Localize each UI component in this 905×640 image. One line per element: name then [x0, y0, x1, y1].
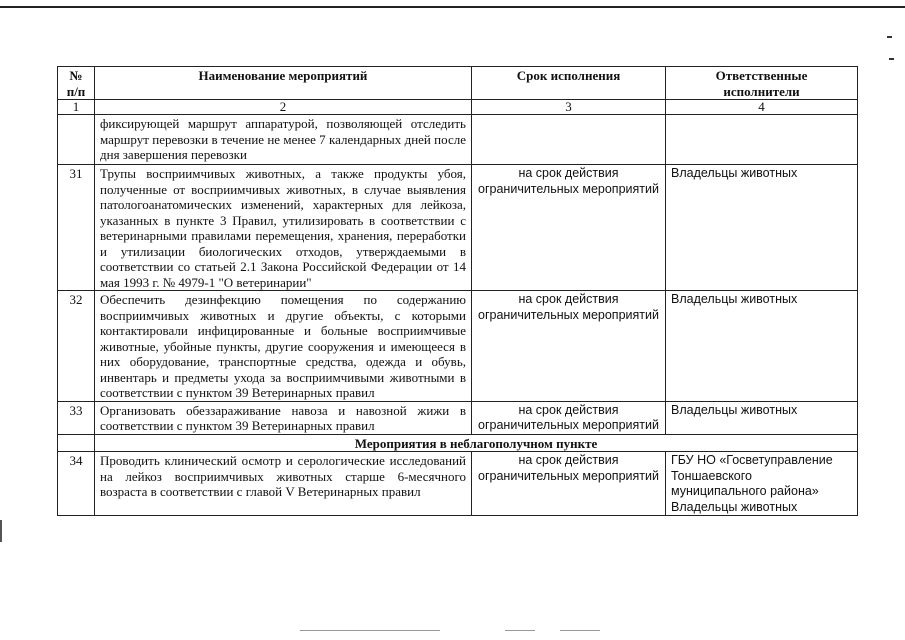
table-row	[58, 452, 858, 516]
row-resp: Владельцы животных	[666, 291, 858, 402]
scan-artifact-line	[505, 630, 535, 631]
scan-artifact-line	[560, 630, 600, 631]
margin-mark	[889, 58, 894, 60]
header-term: Срок исполнения	[472, 67, 666, 100]
column-index-row	[58, 100, 858, 115]
row-term: на срок действия ограничительных мероприятий	[472, 291, 666, 402]
resp-line: муниципального района»	[671, 484, 819, 498]
row-desc: Проводить клинический осмотр и серологические исследований на лейкоз восприимчивых животных старше 6-месячного возраста в соответствии с главой V Ветеринарных правил	[95, 452, 472, 516]
row-desc: Организовать обеззараживание навоза и навозной жижи в соответствии с пунктом 39 Ветеринарных правил	[95, 401, 472, 434]
row-num	[58, 115, 95, 165]
row-resp	[666, 452, 858, 516]
index-cell: 2	[95, 100, 472, 115]
table-row	[58, 165, 858, 291]
row-term: на срок действия ограничительных мероприятий	[472, 165, 666, 291]
index-cell: 4	[666, 100, 858, 115]
top-border-line	[0, 6, 905, 8]
row-resp: Владельцы животных	[666, 165, 858, 291]
row-term	[472, 115, 666, 165]
table-row	[58, 115, 858, 165]
row-num: 31	[58, 165, 95, 291]
scan-edge-mark	[0, 520, 2, 542]
scan-artifact-line	[300, 630, 440, 631]
section-title: Мероприятия в неблагополучном пункте	[95, 434, 858, 452]
section-row	[58, 434, 858, 452]
row-num: 32	[58, 291, 95, 402]
header-name: Наименование мероприятий	[95, 67, 472, 100]
header-num: № п/п	[58, 67, 95, 100]
row-num: 33	[58, 401, 95, 434]
resp-line: Владельцы животных	[671, 499, 798, 514]
table-header-row	[58, 67, 858, 100]
table-row	[58, 401, 858, 434]
resp-line: Тоншаевского	[671, 468, 752, 483]
section-num-cell	[58, 434, 95, 452]
margin-mark	[887, 36, 892, 38]
row-resp	[666, 115, 858, 165]
index-cell: 3	[472, 100, 666, 115]
row-resp: Владельцы животных	[666, 401, 858, 434]
row-desc: Обеспечить дезинфекцию помещения по содержанию восприимчивых животных и другие объекты, с которыми контактировали инфицированные и больные восприимчивые животные, убойные пункты, другие сооружения и имеющееся в них оборудование, транспортные средства, одежда и обувь, инвентарь и предметы ухода за восприимчивыми животными в соответствии с пунктом 39 Ветеринарных правил	[95, 291, 472, 402]
header-resp: Ответственные исполнители	[666, 67, 858, 100]
row-num: 34	[58, 452, 95, 516]
row-term: на срок действия ограничительных мероприятий	[472, 452, 666, 516]
index-cell: 1	[58, 100, 95, 115]
measures-table	[57, 66, 858, 516]
table-row	[58, 291, 858, 402]
row-term: на срок действия ограничительных мероприятий	[472, 401, 666, 434]
row-desc: Трупы восприимчивых животных, а также продукты убоя, полученные от восприимчивых животных, в случае выявления патологоанатомических изменений, характерных для лейкоза, указанных в пункте 3 Правил, утилизировать в соответствии с ветеринарными правилами перемещения, хранения, переработки и утилизации биологических отходов, утверждаемыми в соответствии со статьей 2.1 Закона Российской Федерации от 14 мая 1993 г. № 4979-1 "О ветеринарии"	[95, 165, 472, 291]
row-desc: фиксирующей маршрут аппаратурой, позволяющей отследить маршрут перевозки в течение не менее 7 календарных дней после дня завершения перевозки	[95, 115, 472, 165]
resp-line: ГБУ НО «Госветуправление	[671, 453, 833, 467]
